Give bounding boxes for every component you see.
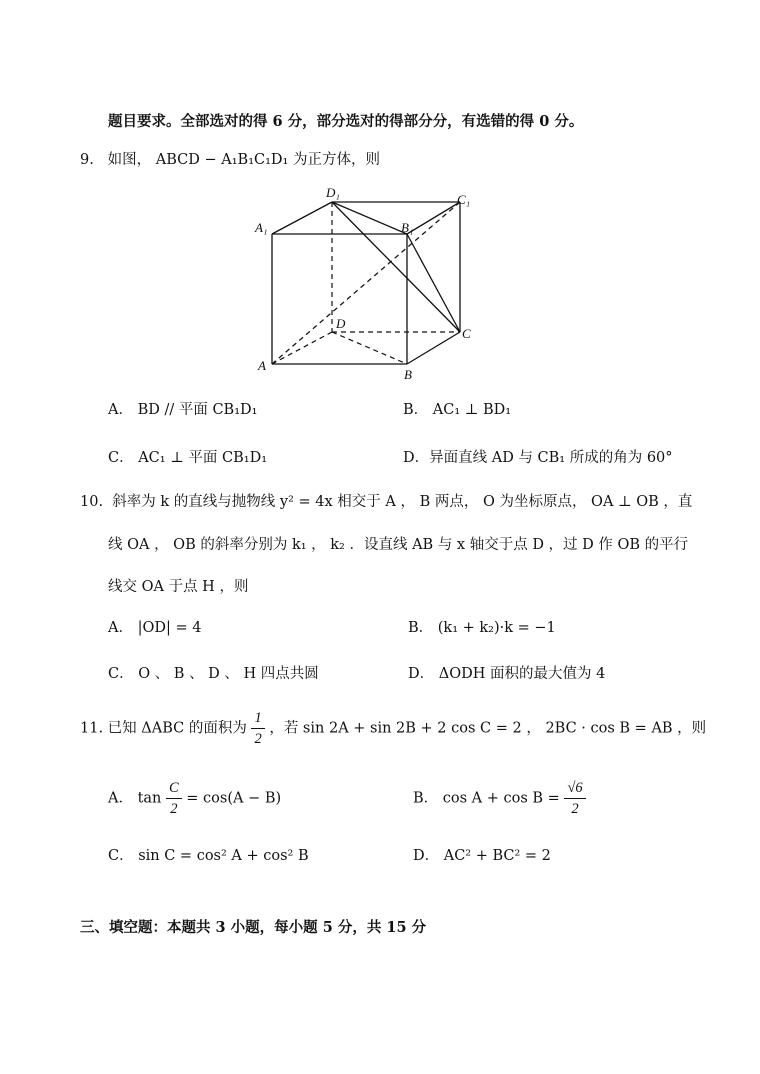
q11-option-c: C． sin C = cos² A + cos² B [108,848,309,864]
q11-b-pre: B． cos A + cos B = [413,790,560,807]
q10-line1 [80,492,692,512]
q11-b-den: 2 [571,801,579,817]
q10-option-d: D． ΔODH 面积的最大值为 4 [408,666,606,682]
q11-a-fraction [166,778,182,819]
q11-frac-num: 1 [251,708,264,729]
q9-stem [80,150,380,170]
intro-text: 题目要求。全部选对的得 6 分，部分选对的得部分分，有选错的得 0 分。 [108,113,584,130]
q11-number: 11. [80,720,104,737]
q10-option-c: C． O 、 B 、 D 、 H 四点共圆 [108,666,319,682]
label-A1: A₁ [255,220,268,235]
q11-b-num: √6 [564,778,585,799]
q11-option-a [108,778,281,822]
q11-a-den: 2 [170,801,178,817]
label-C: C [462,326,471,341]
q11-a-num: C [166,778,182,799]
q11-a-pre: A． tan [108,790,162,807]
label-D1: D₁ [326,185,340,200]
q11-pre: 已知 ΔABC 的面积为 [107,720,247,737]
q11-option-d: D． AC² + BC² = 2 [413,848,551,864]
q9-number: 9. [80,152,94,168]
q9-stem-text: 如图， ABCD − A₁B₁C₁D₁ 为正方体，则 [107,152,380,168]
q9-option-a: A． BD // 平面 CB₁D₁ [108,402,258,418]
cube-figure [250,182,490,382]
label-D: D [336,316,346,331]
q10-line2: 线 OA ， OB 的斜率分别为 k₁ ， k₂ ．设直线 AB 与 x 轴交于点 D ，过 D 作 OB 的平行 [108,537,689,553]
q11-stem [80,708,706,752]
q9-option-c: C． AC₁ ⊥ 平面 CB₁D₁ [108,450,268,466]
q10-line3: 线交 OA 于点 H ，则 [108,579,249,595]
q11-area-fraction [251,708,264,749]
q11-a-post: = cos(A − B) [186,790,282,807]
q9-option-d: D．异面直线 AD 与 CB₁ 所成的角为 60° [403,450,673,466]
q11-b-fraction [564,778,585,819]
label-C1: C₁ [457,192,471,207]
q10-line1-text: 斜率为 k 的直线与抛物线 y² = 4x 相交于 A ， B 两点， O 为坐标原点， OA ⊥ OB ，直 [112,494,693,510]
q10-option-b: B． (k₁ + k₂)·k = −1 [408,620,556,636]
q10-option-a: A． |OD| = 4 [108,620,202,636]
q10-number: 10. [80,494,104,510]
q11-post: ，若 sin 2A + sin 2B + 2 cos C = 2 ， 2BC · cos B = AB ，则 [269,720,707,737]
section-3-heading: 三、填空题：本题共 3 小题，每小题 5 分，共 15 分 [80,919,427,936]
label-B: B [404,367,412,382]
q11-frac-den: 2 [254,731,262,747]
label-A: A [258,358,266,373]
q9-option-b: B． AC₁ ⊥ BD₁ [403,402,512,418]
q11-option-b [413,778,586,822]
label-B1: B₁ [401,220,414,235]
